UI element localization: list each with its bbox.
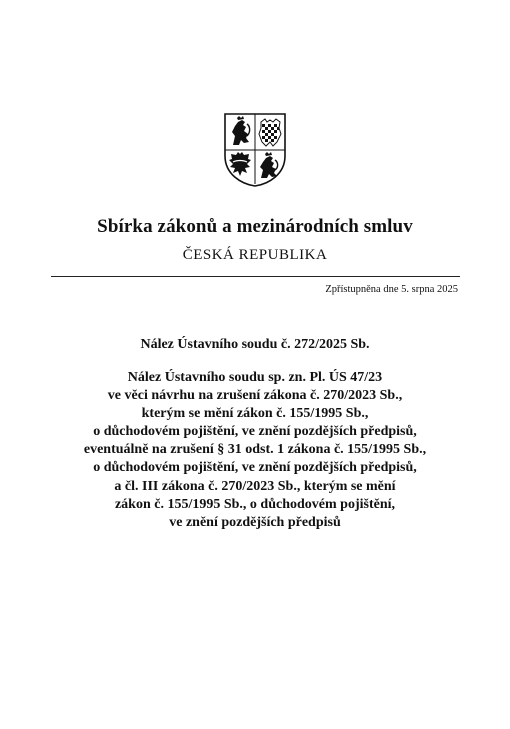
country-name: ČESKÁ REPUBLIKA (182, 247, 328, 263)
subject-line: ve znění pozdějších předpisů (169, 514, 341, 530)
czech-coat-of-arms-icon (223, 112, 287, 188)
publication-date: Zpřístupněna dne 5. srpna 2025 (325, 284, 458, 295)
collection-title: Sbírka zákonů a mezinárodních smluv (97, 216, 413, 237)
subject-line: a čl. III zákona č. 270/2023 Sb., kterým se mění (114, 478, 396, 494)
subject-line: kterým se mění zákon č. 155/1995 Sb., (141, 406, 369, 422)
document-heading: Nález Ústavního soudu č. 272/2025 Sb. (140, 337, 370, 352)
subject-line: o důchodovém pojištění, ve znění pozdějších předpisů, (93, 424, 417, 440)
subject-line: eventuálně na zrušení § 31 odst. 1 zákona č. 155/1995 Sb., (83, 442, 427, 458)
subject-line: Nález Ústavního soudu sp. zn. Pl. ÚS 47/23 (127, 370, 383, 385)
subject-line: zákon č. 155/1995 Sb., o důchodovém pojištění, (114, 496, 396, 512)
subject-line: ve věci návrhu na zrušení zákona č. 270/2023 Sb., (107, 388, 403, 404)
header-divider (51, 276, 460, 277)
subject-line: o důchodovém pojištění, ve znění pozdějších předpisů, (93, 460, 417, 476)
document-subject (60, 369, 450, 532)
